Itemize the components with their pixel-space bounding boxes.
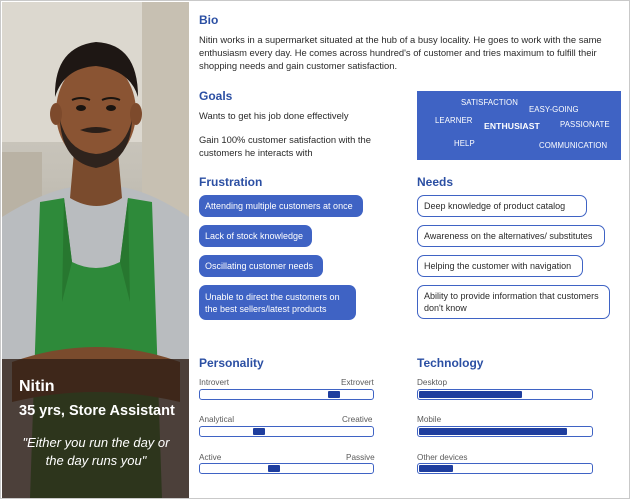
slider-knob[interactable] <box>268 465 280 472</box>
scale-left-label: Analytical <box>199 415 235 424</box>
frustration-item: Oscillating customer needs <box>199 255 323 277</box>
personality-heading: Personality <box>199 356 264 370</box>
scale-left-label: Introvert <box>199 378 230 387</box>
trait-tag: HELP <box>454 139 475 148</box>
persona-caption <box>2 359 189 498</box>
trait-tag: PASSIONATE <box>560 120 610 129</box>
technology-heading: Technology <box>417 356 484 370</box>
need-item: Helping the customer with navigation <box>417 255 583 277</box>
trait-tag: COMMUNICATION <box>539 141 608 150</box>
tech-bar <box>417 463 593 474</box>
bio-text: Nitin works in a supermarket situated at the hub of a busy locality. He goes to work with the same enthusiasm every day. He comes across hundred's of customer and tries maximum to fulfill their shopping needs and gain customer satisfaction. <box>199 34 602 71</box>
need-item: Deep knowledge of product catalog <box>417 195 587 217</box>
trait-tag: ENTHUSIAST <box>484 121 540 131</box>
slider-knob[interactable] <box>253 428 265 435</box>
trait-tag: EASY-GOING <box>529 105 579 114</box>
goal-item: Gain 100% customer satisfaction with the customers he interacts with <box>199 134 371 158</box>
frustration-item: Lack of stock knowledge <box>199 225 312 247</box>
frustration-heading: Frustration <box>199 175 263 189</box>
scale-left-label: Active <box>199 453 222 462</box>
scale-right-label: Passive <box>346 453 375 462</box>
persona-quote: "Either you run the day or the day runs you" <box>22 435 170 468</box>
persona-name: Nitin <box>19 378 55 395</box>
frustration-item: Unable to direct the customers on the best sellers/latest products <box>199 285 356 320</box>
tech-bar <box>417 426 593 437</box>
goals-heading: Goals <box>199 89 233 103</box>
persona-role: 35 yrs, Store Assistant <box>19 403 175 419</box>
bio-heading: Bio <box>199 13 219 27</box>
trait-tag: LEARNER <box>435 116 473 125</box>
trait-cloud <box>417 91 621 160</box>
scale-right-label: Extrovert <box>341 378 374 387</box>
persona-photo <box>2 2 189 498</box>
goal-item: Wants to get his job done effectively <box>199 110 349 121</box>
tech-bar <box>417 389 593 400</box>
personality-slider[interactable] <box>199 389 374 400</box>
tech-label: Mobile <box>417 415 442 424</box>
need-item: Awareness on the alternatives/ substitutes <box>417 225 605 247</box>
tech-bar-fill <box>419 391 522 398</box>
tech-label: Desktop <box>417 378 448 387</box>
slider-knob[interactable] <box>328 391 340 398</box>
scale-right-label: Creative <box>342 415 373 424</box>
personality-slider[interactable] <box>199 426 374 437</box>
trait-tag: SATISFACTION <box>461 98 518 107</box>
need-item: Ability to provide information that customers don't know <box>417 285 610 319</box>
needs-heading: Needs <box>417 175 454 189</box>
frustration-item: Attending multiple customers at once <box>199 195 363 217</box>
tech-label: Other devices <box>417 453 468 462</box>
tech-bar-fill <box>419 428 567 435</box>
personality-slider[interactable] <box>199 463 374 474</box>
tech-bar-fill <box>419 465 453 472</box>
